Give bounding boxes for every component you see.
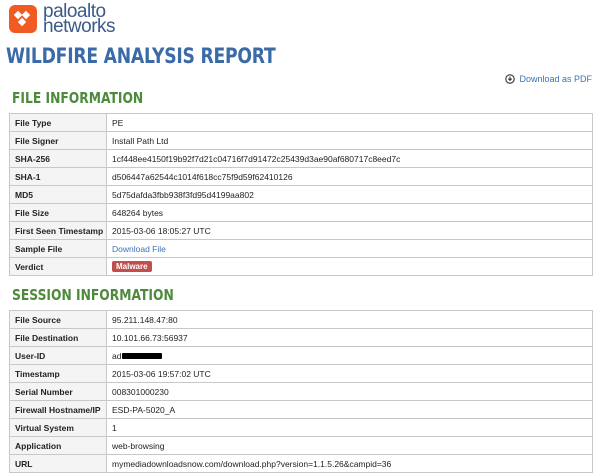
first-seen-label: First Seen Timestamp xyxy=(10,222,107,240)
logo-wordmark xyxy=(43,1,116,37)
table-row xyxy=(10,383,593,401)
session-information-table xyxy=(9,310,593,473)
download-file-link[interactable]: Download File xyxy=(112,243,166,254)
file-size-label: File Size xyxy=(10,204,107,222)
file-source-value: 95.211.148.47:80 xyxy=(107,311,593,329)
table-row xyxy=(10,258,593,276)
paloalto-logo-icon xyxy=(8,4,38,34)
serial-number-label: Serial Number xyxy=(10,383,107,401)
table-row xyxy=(10,437,593,455)
firewall-hostname-label: Firewall Hostname/IP xyxy=(10,401,107,419)
verdict-label: Verdict xyxy=(10,258,107,276)
url-value: mymediadownloadsnow.com/download.php?version=1.1.5.26&campid=36 xyxy=(107,455,593,473)
file-source-label: File Source xyxy=(10,311,107,329)
timestamp-value: 2015-03-06 19:57:02 UTC xyxy=(107,365,593,383)
timestamp-label: Timestamp xyxy=(10,365,107,383)
paloalto-logo xyxy=(8,1,116,37)
table-row xyxy=(10,222,593,240)
table-row xyxy=(10,311,593,329)
file-type-value: PE xyxy=(107,114,593,132)
table-row xyxy=(10,150,593,168)
user-id-value: ad xyxy=(112,350,122,361)
table-row xyxy=(10,114,593,132)
sha256-value: 1cf448ee4150f19b92f7d21c04716f7d91472c25439d3ae90af680717c8eed7c xyxy=(107,150,593,168)
virtual-system-value: 1 xyxy=(107,419,593,437)
table-row xyxy=(10,186,593,204)
file-signer-label: File Signer xyxy=(10,132,107,150)
table-row xyxy=(10,401,593,419)
file-signer-value: Install Path Ltd xyxy=(107,132,593,150)
user-id-label: User-ID xyxy=(10,347,107,365)
file-size-value: 648264 bytes xyxy=(107,204,593,222)
sha256-label: SHA-256 xyxy=(10,150,107,168)
file-type-label: File Type xyxy=(10,114,107,132)
verdict-cell xyxy=(107,258,593,276)
table-row xyxy=(10,419,593,437)
first-seen-value: 2015-03-06 18:05:27 UTC xyxy=(107,222,593,240)
download-pdf-link[interactable] xyxy=(505,74,592,84)
md5-label: MD5 xyxy=(10,186,107,204)
table-row xyxy=(10,132,593,150)
file-destination-value: 10.101.66.73:56937 xyxy=(107,329,593,347)
session-information-title: SESSION INFORMATION xyxy=(12,286,174,304)
virtual-system-label: Virtual System xyxy=(10,419,107,437)
logo-line-2: networks xyxy=(43,16,116,37)
download-pdf-label: Download as PDF xyxy=(519,74,592,84)
file-information-title: FILE INFORMATION xyxy=(12,89,144,107)
report-title: WILDFIRE ANALYSIS REPORT xyxy=(6,44,276,68)
sha1-value: d506447a62544c1014f618cc75f9d59f62410126 xyxy=(107,168,593,186)
file-information-table xyxy=(9,113,593,276)
serial-number-value: 008301000230 xyxy=(107,383,593,401)
md5-value: 5d75dafda3fbb938f3fd95d4199aa802 xyxy=(107,186,593,204)
sha1-label: SHA-1 xyxy=(10,168,107,186)
file-destination-label: File Destination xyxy=(10,329,107,347)
download-circle-icon xyxy=(505,74,515,84)
malware-badge: Malware xyxy=(112,261,152,272)
sample-file-label: Sample File xyxy=(10,240,107,258)
redaction-mark xyxy=(122,353,162,359)
firewall-hostname-value: ESD-PA-5020_A xyxy=(107,401,593,419)
table-row xyxy=(10,365,593,383)
table-row xyxy=(10,240,593,258)
table-row xyxy=(10,347,593,365)
url-label: URL xyxy=(10,455,107,473)
table-row xyxy=(10,168,593,186)
table-row xyxy=(10,455,593,473)
sample-file-cell xyxy=(107,240,593,258)
user-id-cell xyxy=(107,347,593,365)
logo-line-1: paloalto xyxy=(43,1,106,22)
application-value: web-browsing xyxy=(107,437,593,455)
application-label: Application xyxy=(10,437,107,455)
table-row xyxy=(10,204,593,222)
table-row xyxy=(10,329,593,347)
